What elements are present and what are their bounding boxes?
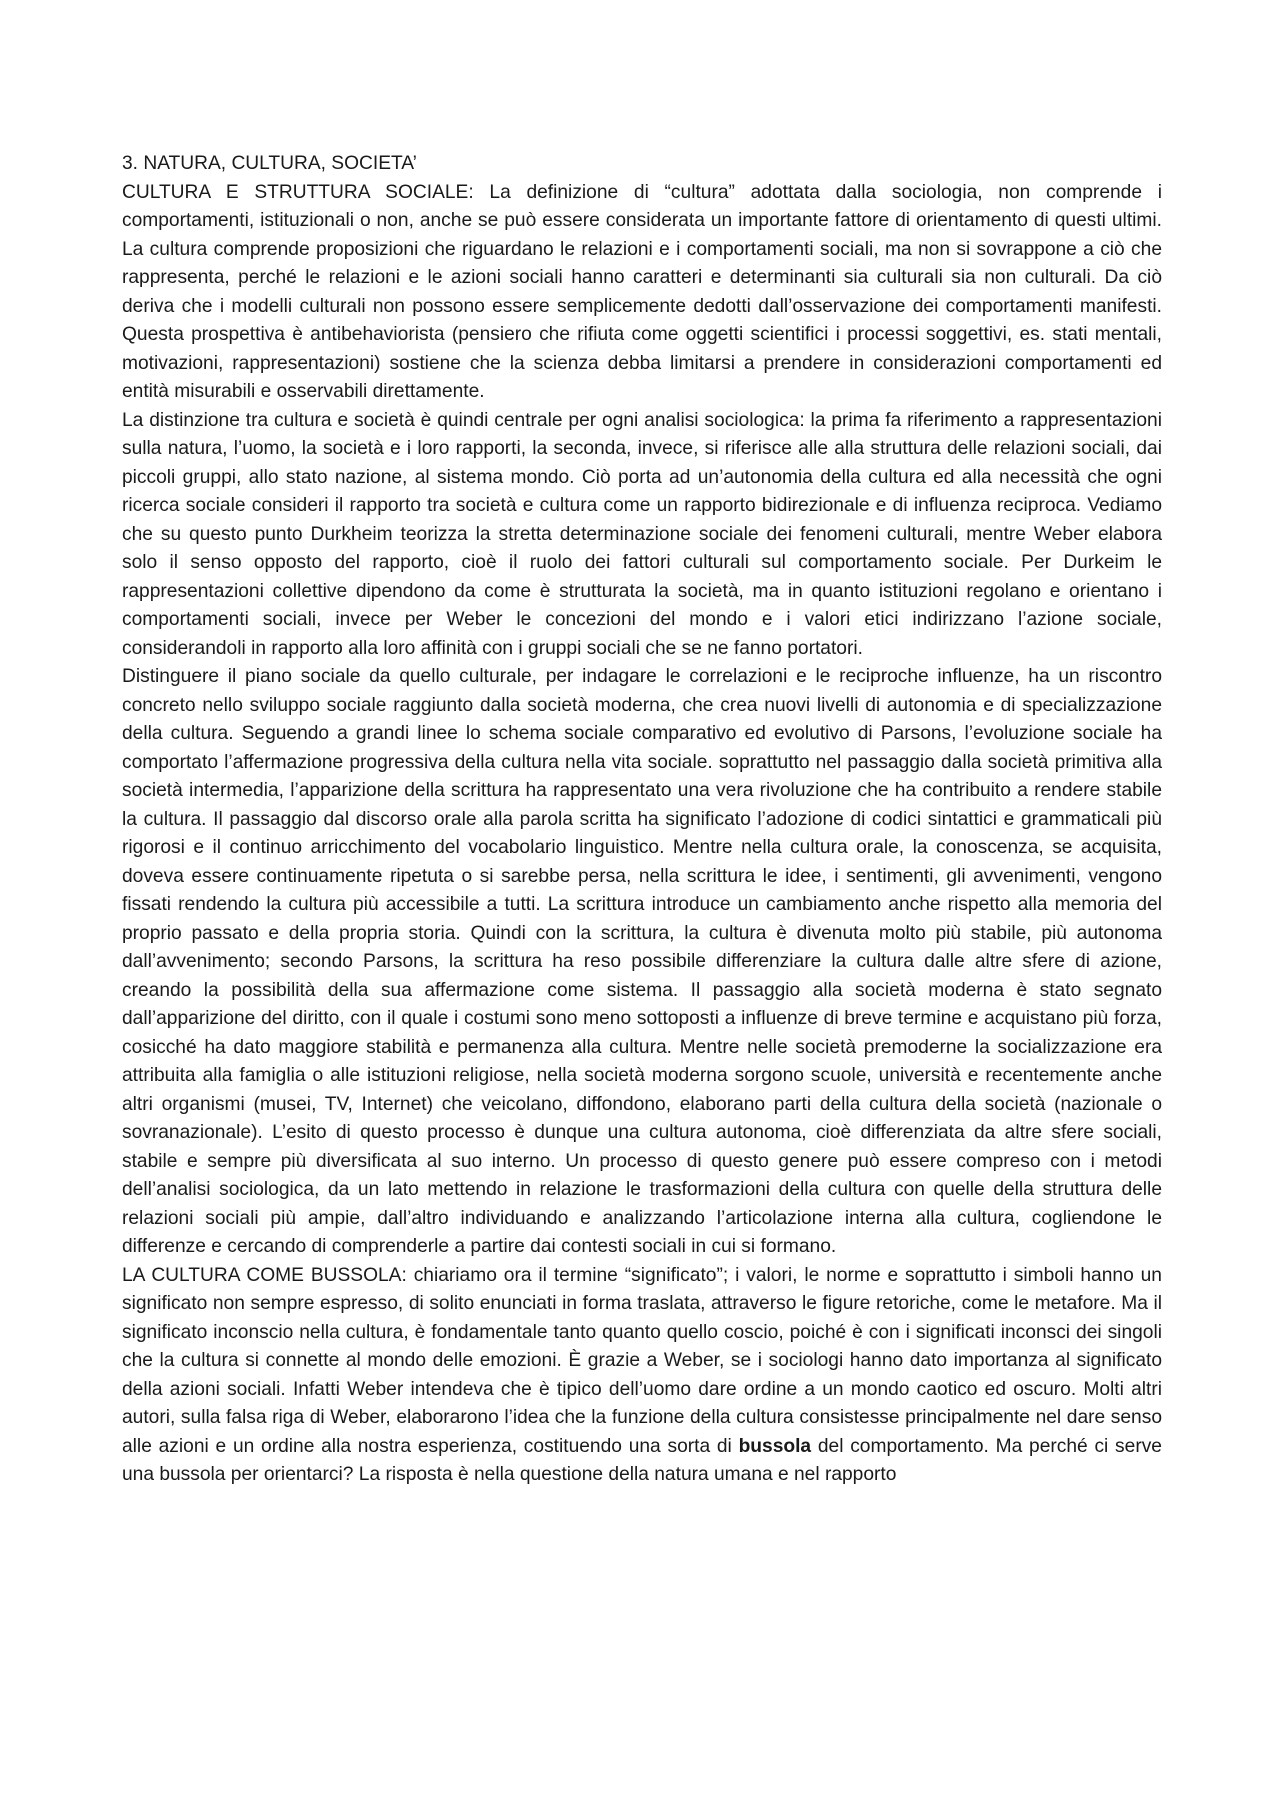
paragraph-text: del comportamento. Ma perché ci serve una bussola per orientarci? La risposta è nella questione della natura umana e nel rapporto bbox=[122, 1435, 1162, 1485]
paragraph-text: chiariamo ora il termine “significato”; i valori, le norme e soprattutto i simboli hanno un significato non sempre espresso, di solito enunciati in forma traslata, attraverso le figure retoriche, come le metafore. Ma il significato inconscio nella cultura, è fondamentale tanto quanto quello coscio, poiché è con i significati inconsci dei singoli che la cultura si connette al mondo delle emozioni. È grazie a Weber, se i sociologi hanno dato importanza al significato della azioni sociali. Infatti Weber intendeva che è tipico dell’uomo dare ordine a un mondo caotico ed oscuro. Molti altri autori, sulla falsa riga di Weber, elaborarono l’idea che la funzione della cultura consistesse principalmente nel dare senso alle azioni e un ordine alla nostra esperienza, costituendo una sorta di bbox=[122, 1264, 1162, 1457]
bold-term-bussola: bussola bbox=[738, 1435, 812, 1457]
paragraph-cultura-come-bussola bbox=[122, 1262, 1162, 1490]
paragraph-distinzione-cultura-societa: La distinzione tra cultura e società è quindi centrale per ogni analisi sociologica: la prima fa riferimento a rappresentazioni sulla natura, l’uomo, la società e i loro rapporti, la seconda, invece, si riferisce alle alla struttura delle relazioni sociali, dai piccoli gruppi, allo stato nazione, al sistema mondo. Ciò porta ad un’autonomia della cultura ed alla necessità che ogni ricerca sociale consideri il rapporto tra società e cultura come un rapporto bidirezionale e di influenza reciproca. Vediamo che su questo punto Durkheim teorizza la stretta determinazione sociale dei fenomeni culturali, mentre Weber elabora solo il senso opposto del rapporto, cioè il ruolo dei fattori culturali sul comportamento sociale. Per Durkeim le rappresentazioni collettive dipendono da come è strutturata la società, ma in quanto istituzioni regolano e orientano i comportamenti sociali, invece per Weber le concezioni del mondo e i valori etici indirizzano l’azione sociale, considerandoli in rapporto alla loro affinità con i gruppi sociali che se ne fanno portatori. bbox=[122, 409, 1162, 659]
section-heading-bussola: LA CULTURA COME BUSSOLA: bbox=[122, 1264, 407, 1286]
document-page bbox=[122, 150, 1162, 1490]
paragraph-cultura-struttura-sociale bbox=[122, 179, 1162, 407]
paragraph-text: La definizione di “cultura” adottata dalla sociologia, non comprende i comportamenti, istituzionali o non, anche se può essere considerata un importante fattore di orientamento di questi ultimi. La cultura comprende proposizioni che riguardano le relazioni e i comportamenti sociali, ma non si sovrappone a ciò che rappresenta, perché le relazioni e le azioni sociali hanno caratteri e determinanti sia culturali sia non culturali. Da ciò deriva che i modelli culturali non possono essere semplicemente dedotti dall’osservazione dei comportamenti manifesti. Questa prospettiva è antibehaviorista (pensiero che rifiuta come oggetti scientifici i processi soggettivi, es. stati mentali, motivazioni, rappresentazioni) sostiene che la scienza debba limitarsi a prendere in considerazioni comportamenti ed entità misurabili e osservabili direttamente. bbox=[122, 181, 1162, 402]
section-heading-cultura-struttura: CULTURA E STRUTTURA SOCIALE: bbox=[122, 181, 474, 203]
page-title: 3. NATURA, CULTURA, SOCIETA’ bbox=[122, 153, 417, 174]
paragraph-piano-sociale-culturale: Distinguere il piano sociale da quello culturale, per indagare le correlazioni e le reciproche influenze, ha un riscontro concreto nello sviluppo sociale raggiunto dalla società moderna, che crea nuovi livelli di autonomia e di specializzazione della cultura. Seguendo a grandi linee lo schema sociale comparativo ed evolutivo di Parsons, l’evoluzione sociale ha comportato l’affermazione progressiva della cultura nella vita sociale. soprattutto nel passaggio dalla società primitiva alla società intermedia, l’apparizione della scrittura ha rappresentato una vera rivoluzione che ha contribuito a rendere stabile la cultura. Il passaggio dal discorso orale alla parola scritta ha significato l’adozione di codici sintattici e grammaticali più rigorosi e il continuo arricchimento del vocabolario linguistico. Mentre nella cultura orale, la conoscenza, se acquisita, doveva essere continuamente ripetuta o si sarebbe persa, nella scrittura le idee, i sentimenti, gli avvenimenti, vengono fissati rendendo la cultura più accessibile a tutti. La scrittura introduce un cambiamento anche rispetto alla memoria del proprio passato e della propria storia. Quindi con la scrittura, la cultura è divenuta molto più stabile, più autonoma dall’avvenimento; secondo Parsons, la scrittura ha reso possibile differenziare la cultura dalle altre sfere di azione, creando la possibilità della sua affermazione come sistema. Il passaggio alla società moderna è stato segnato dall’apparizione del diritto, con il quale i costumi sono meno sottoposti a influenze di breve termine e acquistano più forza, cosicché ha dato maggiore stabilità e permanenza alla cultura. Mentre nelle società premoderne la socializzazione era attribuita alla famiglia o alle istituzioni religiose, nella società moderna sorgono scuole, università e recentemente anche altri organismi (musei, TV, Internet) che veicolano, diffondono, elaborano parti della cultura della società (nazionale o sovranazionale). L’esito di questo processo è dunque una cultura autonoma, cioè differenziata da altre sfere sociali, stabile e sempre più diversificata al suo interno. Un processo di questo genere può essere compreso con i metodi dell’analisi sociologica, da un lato mettendo in relazione le trasformazioni della cultura con quelle della struttura delle relazioni sociali più ampie, dall’altro individuando e analizzando l’articolazione interna alla cultura, cogliendone le differenze e cercando di comprenderle a partire dai contesti sociali in cui si formano. bbox=[122, 666, 1162, 1257]
